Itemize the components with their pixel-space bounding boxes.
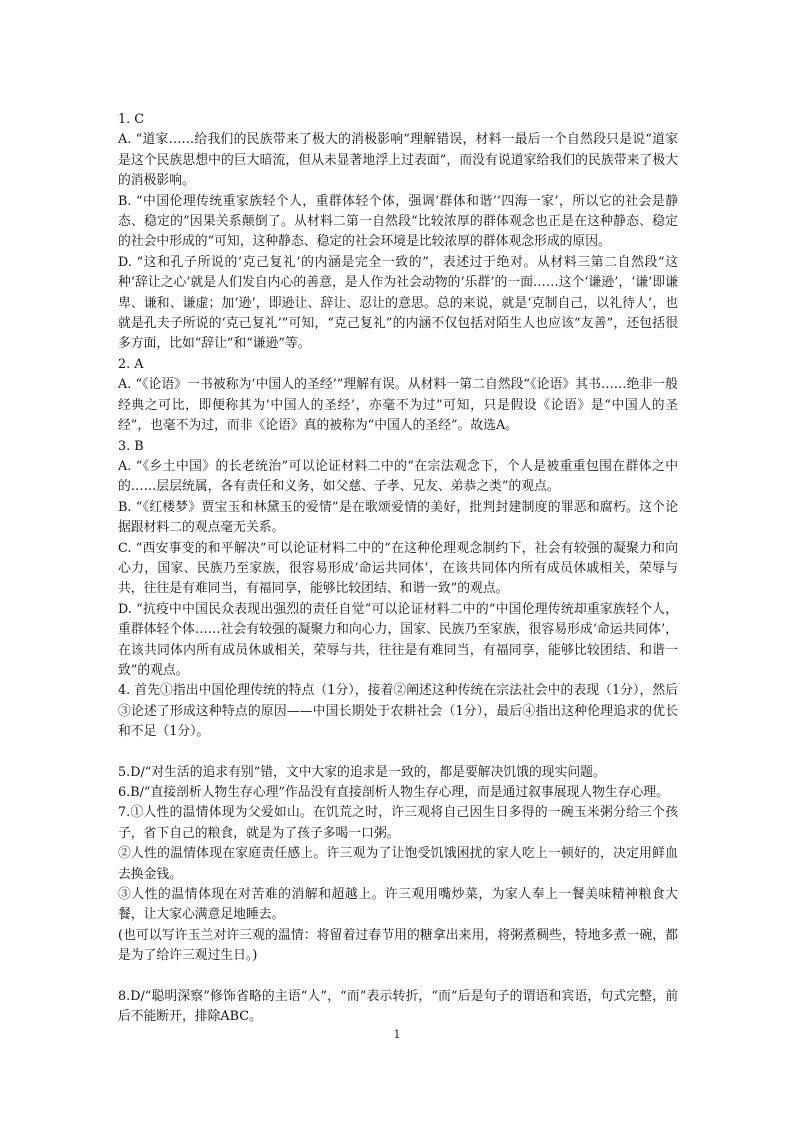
q3-option-b: B. “《红楼梦》贾宝玉和林黛玉的爱情”是在歌颂爱情的美好，批判封建制度的罪恶和腐朽。这个论据跟材料二的观点毫无关系。 xyxy=(118,499,678,536)
q3-option-a: A. “《乡土中国》的长老统治”可以论证材料二中的“在宗法观念下，个人是被重重包围在群体之中的……层层统属，各有责任和义务，如父慈、子孝、兄友、弟恭之类”的观点。 xyxy=(118,458,678,495)
q1-option-b: B. “中国伦理传统重家族轻个人，重群体轻个体，强调‘群体和谐’‘四海一家’，所以它的社会是静态、稳定的”因果关系颠倒了。从材料二第一自然段“比较浓厚的群体观念也正是在这种静态、稳定的社会中形成的”可知，这种静态、稳定的社会环境是比较浓厚的群体观念形成的原因。 xyxy=(118,193,678,250)
q3-option-d: D. “抗疫中中国民众表现出强烈的责任自觉”可以论证材料二中的“中国伦理传统却重家族轻个人，重群体轻个体……社会有较强的凝聚力和向心力，国家、民族乃至家族，很容易形成‘命运共同体’，在该共同体内所有成员休戚相关，荣辱与共，往往是有难同当，有福同享，能够比较团结、和谐一致”的观点。 xyxy=(118,601,678,678)
q7-point-2: ②人性的温情体现在家庭责任感上。许三观为了让饱受饥饿困扰的家人吃上一顿好的，决定用鲜血去换金钱。 xyxy=(118,846,678,882)
section-gap xyxy=(118,967,678,987)
q3-answer: 3. B xyxy=(118,438,144,454)
q7-note: (也可以写许玉兰对许三观的温情：将留着过春节用的糖拿出来用，将粥煮稠些，特地多煮一碗，都是为了给许三观过生日。) xyxy=(118,927,678,964)
q1-answer: 1. C xyxy=(118,112,145,127)
section-gap xyxy=(118,743,678,763)
page-number: 1 xyxy=(393,1028,401,1041)
q2-option-a: A. “《论语》一书被称为‘中国人的圣经’”理解有误。从材料一第二自然段“《论语》其书……绝非一般经典之可比，即便称其为‘中国人的圣经’，亦毫不为过”可知，只是假设《论语》是“中国人的圣经”，也毫不为过，而非《论语》真的被称为“中国人的圣经”。故选A。 xyxy=(118,377,678,434)
q7-point-1: 7.①人性的温情体现为父爱如山。在饥荒之时，许三观将自己因生日多得的一碗玉米粥分给三个孩子，省下自己的粮食，就是为了孩子多喝一口粥。 xyxy=(118,805,678,841)
q5-answer: 5.D/“对生活的追求有别”错，文中大家的追求是一致的，都是要解决饥饿的现实问题。 xyxy=(118,764,606,780)
q1-option-d: D. “这和孔子所说的‘克己复礼’的内涵是完全一致的”，表述过于绝对。从材料三第二自然段“这种‘辞让之心’就是人们发自内心的善意，是人作为社会动物的‘乐群’的一面……这个‘谦逊’，‘谦’即谦卑、谦和、谦虚；加‘逊’，即逊让、辞让、忍让的意思。总的来说，就是‘克制自己，以礼待人’，也就是孔夫子所说的‘克己复礼’”可知，“克己复礼”的内涵不仅包括对陌生人也应该“友善”，还包括很多方面，比如“辞让”和“谦逊”等。 xyxy=(118,254,678,352)
q3-option-c: C. “西安事变的和平解决”可以论证材料二中的“在这种伦理观念制约下，社会有较强的凝聚力和向心力，国家、民族乃至家族，很容易形成‘命运共同体’，在该共同体内所有成员休戚相关，荣辱与共，往往是有难同当，有福同享，能够比较团结、和谐一致”的观点。 xyxy=(118,540,678,597)
q6-answer: 6.B/“直接剖析人物生存心理”作品没有直接剖析人物生存心理，而是通过叙事展现人物生存心理。 xyxy=(118,785,669,800)
q1-option-a: A. “道家……给我们的民族带来了极大的消极影响”理解错误，材料一最后一个自然段只是说“道家是这个民族思想中的巨大暗流，但从未显著地浮上过表面”，而没有说道家给我们的民族带来了极大的消极影响。 xyxy=(118,132,678,189)
q8-answer: 8.D/“聪明深察”修饰省略的主语“人”，“而”表示转折，“而”后是句子的谓语和宾语，句式完整，前后不能断开，排除ABC。 xyxy=(118,988,678,1025)
q7-point-3: ③人性的温情体现在对苦难的消解和超越上。许三观用嘴炒菜，为家人奉上一餐美味精神粮食大餐，让大家心满意足地睡去。 xyxy=(118,887,678,923)
answer-document xyxy=(118,110,678,1027)
q4-answer: 4. 首先①指出中国伦理传统的特点（1分），接着②阐述这种传统在宗法社会中的表现（1分），然后③论述了形成这种特点的原因——中国长期处于农耕社会（1分），最后④指出这种伦理追求的优长和不足（1分）。 xyxy=(118,683,678,740)
q2-answer: 2. A xyxy=(118,356,144,372)
